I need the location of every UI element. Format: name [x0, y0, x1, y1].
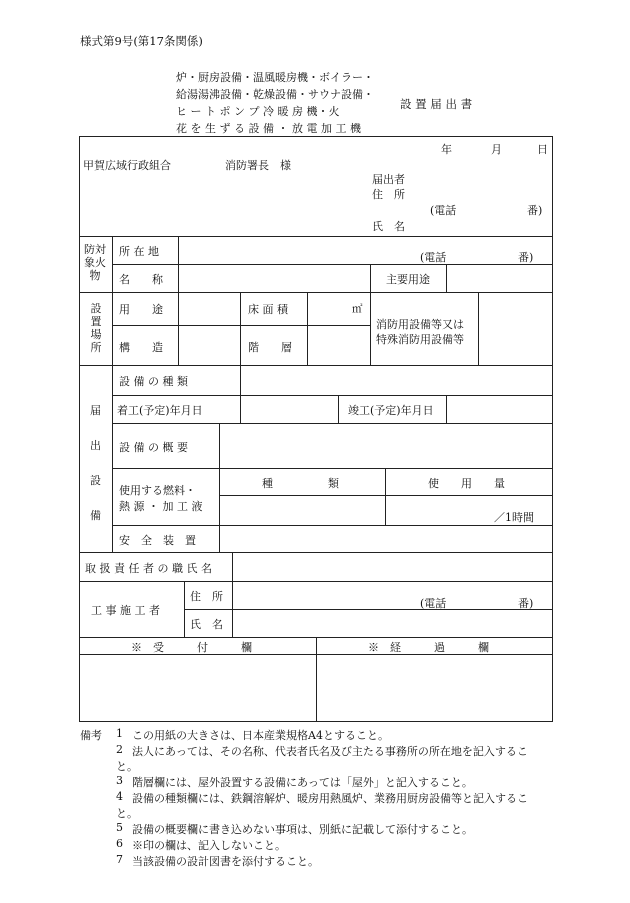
note-text: 階層欄には、屋外設置する設備にあっては「屋外」と記入すること。	[132, 776, 473, 789]
floor-level-label: 階 層	[248, 341, 292, 354]
fuel-kind-header: 種 類	[262, 477, 339, 490]
note-text: 設備の種類欄には、鉄鋼溶解炉、暖房用熱風炉、業務用厨房設備等と記入するこ	[132, 792, 528, 805]
start-date-label: 着工(予定)年月日	[117, 404, 203, 417]
applicant-name-label: 氏 名	[372, 220, 405, 233]
note-text: と。	[116, 807, 138, 820]
contractor-name-label: 氏 名	[190, 618, 223, 631]
reception-field-label: ※ 受 付 欄	[131, 641, 252, 654]
note-number: 3	[116, 774, 123, 787]
floor-area-unit: ㎡	[352, 303, 363, 315]
place-side-label: 設置場所	[90, 302, 102, 354]
note-text: 当該設備の設計図書を添付すること。	[132, 855, 319, 868]
safety-device-label: 安 全 装 置	[119, 534, 196, 547]
note-number: 5	[116, 821, 123, 834]
main-use-label: 主要用途	[386, 273, 430, 286]
target-name-label: 名 称	[119, 273, 163, 286]
date-day: 日	[537, 143, 548, 156]
document-title: 設 置 届 出 書	[400, 97, 473, 111]
equipment-side-char: 届	[90, 404, 101, 417]
form-title-line: 炉・厨房設備・温風暖房機・ボイラー・	[176, 71, 374, 84]
fire-equipment-label-2: 特殊消防用設備等	[376, 333, 464, 346]
equipment-side-char: 設	[90, 474, 101, 487]
fire-equipment-label-1: 消防用設備等又は	[376, 318, 464, 331]
note-number: 7	[116, 853, 123, 866]
location-label: 所 在 地	[119, 245, 159, 258]
contractor-phone-close: 番)	[518, 597, 534, 610]
progress-field-label: ※ 経 過 欄	[368, 641, 489, 654]
note-text: 法人にあっては、その名称、代表者氏名及び主たる事務所の所在地を記入するこ	[132, 745, 528, 758]
location-phone-open: (電話	[420, 251, 447, 264]
applicant-phone-close: 番)	[527, 204, 543, 217]
fuel-label-2: 熱 源 ・ 加 工 液	[119, 500, 203, 513]
form-title-line: 給湯湯沸設備・乾燥設備・サウナ設備・	[176, 88, 374, 101]
equipment-side-char: 出	[90, 439, 101, 452]
equipment-side-char: 備	[90, 509, 101, 522]
applicant-phone-open: (電話	[430, 204, 457, 217]
equipment-type-label: 設 備 の 種 類	[119, 375, 188, 388]
form-number: 様式第9号(第17条関係)	[80, 34, 203, 48]
contractor-label: 工 事 施 工 者	[91, 604, 160, 617]
addressee-chief: 消防署長 様	[225, 159, 291, 172]
per-hour-label: ／1時間	[494, 511, 534, 524]
fuel-label-1: 使用する燃料・	[119, 484, 196, 497]
floor-area-label: 床 面 積	[248, 303, 288, 316]
structure-label: 構 造	[119, 341, 163, 354]
contractor-address-label: 住 所	[190, 590, 223, 603]
note-number: 6	[116, 837, 123, 850]
end-date-label: 竣工(予定)年月日	[348, 404, 434, 417]
date-month: 月	[491, 143, 502, 156]
note-text: この用紙の大きさは、日本産業規格A4とすること。	[132, 729, 389, 742]
manager-label: 取 扱 責 任 者 の 職 氏 名	[85, 562, 212, 575]
note-text: 設備の概要欄に書き込めない事項は、別紙に記載して添付すること。	[132, 823, 473, 836]
note-text: と。	[116, 760, 138, 773]
form-title-line: 花 を 生 ず る 設 備 ・ 放 電 加 工 機	[176, 122, 361, 135]
date-year: 年	[441, 143, 452, 156]
form-title-block	[176, 69, 374, 137]
applicant-label: 届出者	[372, 173, 405, 186]
equipment-summary-label: 設 備 の 概 要	[119, 441, 188, 454]
notes-heading: 備考	[80, 729, 102, 742]
addressee-organization: 甲賀広域行政組合	[83, 159, 171, 172]
note-number: 2	[116, 743, 123, 756]
location-phone-close: 番)	[518, 251, 534, 264]
applicant-address-label: 住 所	[372, 188, 405, 201]
note-number: 1	[116, 727, 123, 740]
note-text: ※印の欄は、記入しないこと。	[132, 839, 286, 852]
contractor-phone-open: (電話	[420, 597, 447, 610]
fuel-usage-header: 使 用 量	[428, 477, 505, 490]
place-use-label: 用 途	[119, 303, 163, 316]
target-side-label: 防対象火物	[84, 243, 106, 282]
form-title-line: ヒ ー ト ポ ン プ 冷 暖 房 機・火	[176, 105, 340, 118]
note-number: 4	[116, 790, 123, 803]
